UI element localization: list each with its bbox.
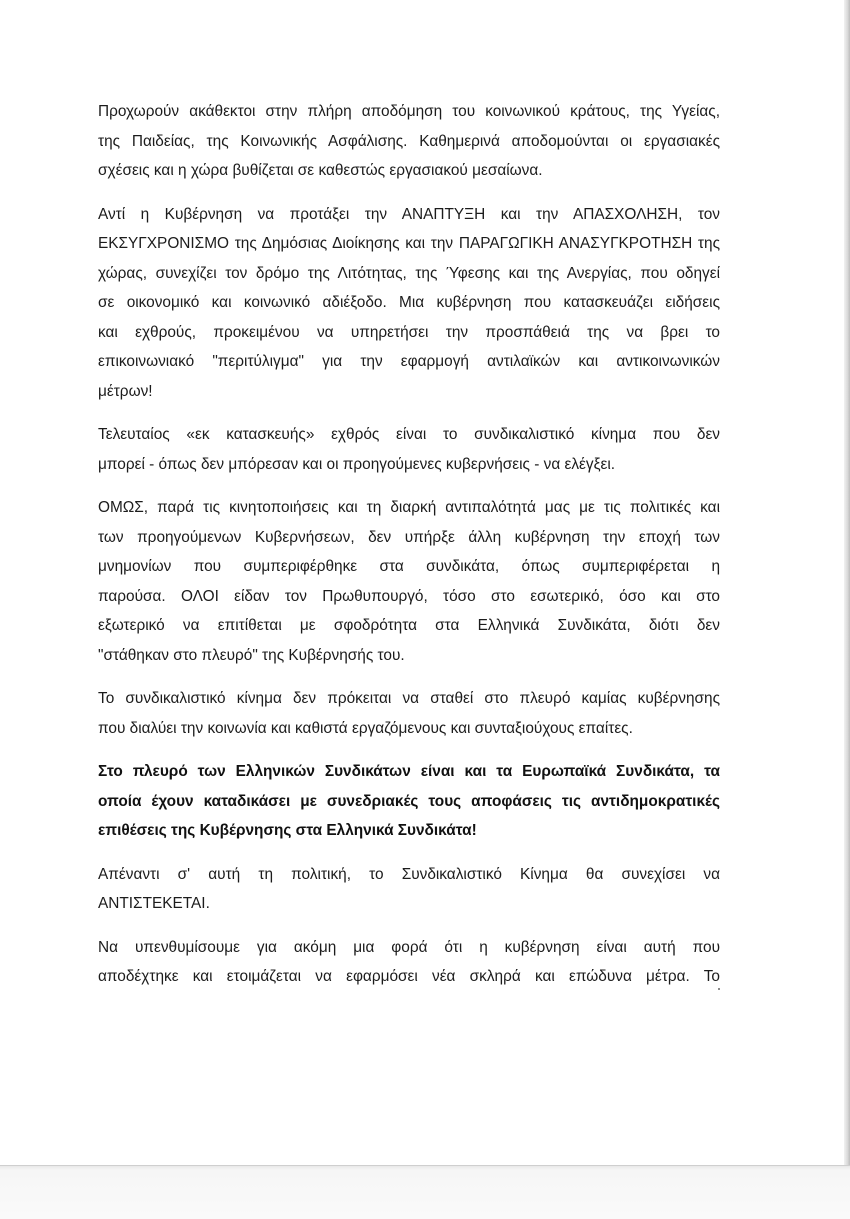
text-line: Στο πλευρό των Ελληνικών Συνδικάτων είναι και τα Ευρωπαϊκά Συνδικάτα, τα <box>98 763 720 780</box>
paragraph-2 <box>98 200 720 407</box>
text-line: εξωτερικό να επιτίθεται με σφοδρότητα στα Ελληνικά Συνδικάτα, διότι δεν <box>98 617 720 634</box>
text-line: "στάθηκαν στο πλευρό" της Κυβέρνησής του. <box>98 646 405 664</box>
text-line: σχέσεις και η χώρα βυθίζεται σε καθεστώς εργασιακού μεσαίωνα. <box>98 162 543 179</box>
text-line: μέτρων! <box>98 382 153 400</box>
text-line: χώρας, συνεχίζει τον δρόμο της Λιτότητας, της Ύφεσης και της Ανεργίας, που οδηγεί <box>98 264 720 282</box>
text-line: μπορεί - όπως δεν μπόρεσαν και οι προηγούμενες κυβερνήσεις - να ελέγξει. <box>98 455 616 473</box>
text-line: ΑΝΤΙΣΤΕΚΕΤΑΙ. <box>98 895 210 912</box>
scan-speck <box>718 988 720 990</box>
text-line: Τελευταίος «εκ κατασκευής» εχθρός είναι το συνδικαλιστικό κίνημα που δεν <box>98 426 720 443</box>
paragraph-6-bold <box>98 757 720 846</box>
text-line: που διαλύει την κοινωνία και καθιστά εργαζόμενους και συνταξιούχους επαίτες. <box>98 719 633 737</box>
text-line: των προηγούμενων Κυβερνήσεων, δεν υπήρξε άλλη κυβέρνηση την εποχή των <box>98 528 720 546</box>
text-line: Απέναντι σ' αυτή τη πολιτική, το Συνδικαλιστικό Κίνημα θα συνεχίσει να <box>98 865 720 883</box>
text-line: και εχθρούς, προκειμένου να υπηρετήσει την προσπάθειά της να βρει το <box>98 323 720 341</box>
text-line: ΟΜΩΣ, παρά τις κινητοποιήσεις και τη διαρκή αντιπαλότητά μας με τις πολιτικές και <box>98 499 720 516</box>
paragraph-7 <box>98 860 720 919</box>
scan-right-edge <box>844 0 850 1170</box>
text-line: ΕΚΣΥΓΧΡΟΝΙΣΜΟ της Δημόσιας Διοίκησης και την ΠΑΡΑΓΩΓΙΚΗ ΑΝΑΣΥΓΚΡΟΤΗΣΗ της <box>98 235 720 252</box>
paragraph-3 <box>98 420 720 479</box>
text-line: επιθέσεις της Κυβέρνησης στα Ελληνικά Συνδικάτα! <box>98 822 477 839</box>
scan-bottom-margin <box>0 1166 850 1219</box>
text-line: Αντί η Κυβέρνηση να προτάξει την ΑΝΑΠΤΥΞΗ και την ΑΠΑΣΧΟΛΗΣΗ, τον <box>98 205 720 223</box>
text-line: Προχωρούν ακάθεκτοι στην πλήρη αποδόμηση του κοινωνικού κράτους, της Υγείας, <box>98 103 720 120</box>
document-page <box>98 97 720 1006</box>
paragraph-4 <box>98 493 720 670</box>
text-line: Να υπενθυμίσουμε για ακόμη μια φορά ότι η κυβέρνηση είναι αυτή που <box>98 938 720 956</box>
text-line: επικοινωνιακό "περιτύλιγμα" για την εφαρμογή αντιλαϊκών και αντικοινωνικών <box>98 353 720 370</box>
text-line: της Παιδείας, της Κοινωνικής Ασφάλισης. Καθημερινά αποδομούνται οι εργασιακές <box>98 132 720 150</box>
text-line: παρούσα. ΟΛΟΙ είδαν τον Πρωθυπουργό, τόσο στο εσωτερικό, όσο και στο <box>98 587 720 605</box>
text-line: οποία έχουν καταδικάσει με συνεδριακές τους αποφάσεις τις αντιδημοκρατικές <box>98 792 720 810</box>
text-line: μνημονίων που συμπεριφέρθηκε στα συνδικάτα, όπως συμπεριφέρεται η <box>98 558 720 575</box>
paragraph-5 <box>98 684 720 743</box>
text-line: αποδέχτηκε και ετοιμάζεται να εφαρμόσει νέα σκληρά και επώδυνα μέτρα. Το <box>98 968 720 985</box>
paragraph-1 <box>98 97 720 186</box>
text-line: σε οικονομικό και κοινωνικό αδιέξοδο. Μια κυβέρνηση που κατασκευάζει ειδήσεις <box>98 294 720 311</box>
paragraph-8 <box>98 933 720 992</box>
text-line: Το συνδικαλιστικό κίνημα δεν πρόκειται να σταθεί στο πλευρό καμίας κυβέρνησης <box>98 690 720 707</box>
